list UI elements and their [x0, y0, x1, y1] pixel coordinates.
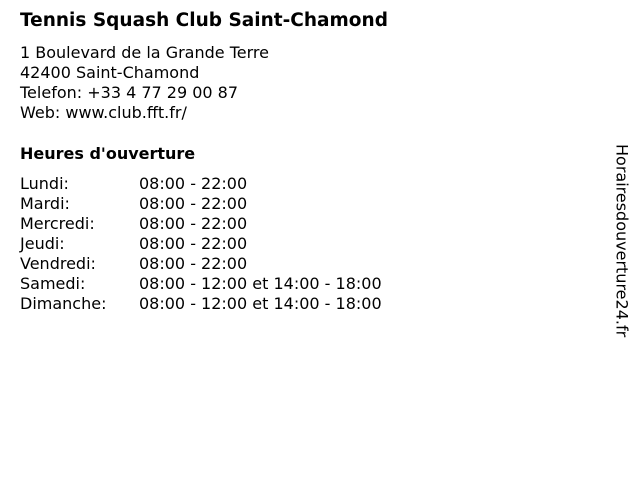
opening-hours-heading: Heures d'ouverture [20, 144, 196, 163]
watermark-text: Horairesdouverture24.fr [612, 144, 632, 338]
hours-row-friday [20, 254, 382, 274]
website-link[interactable]: Web: www.club.fft.fr/ [20, 103, 187, 122]
address-line-city: 42400 Saint-Chamond [20, 63, 200, 82]
club-contact-info [20, 43, 269, 123]
hours-row-wednesday [20, 214, 382, 234]
day-label: Mercredi: [20, 214, 95, 233]
site-watermark [602, 135, 640, 347]
address-line-street: 1 Boulevard de la Grande Terre [20, 43, 269, 62]
time-range: 08:00 - 12:00 et 14:00 - 18:00 [139, 274, 382, 293]
day-label: Samedi: [20, 274, 86, 293]
hours-row-monday [20, 174, 382, 194]
day-label: Vendredi: [20, 254, 96, 273]
hours-row-tuesday [20, 194, 382, 214]
phone-number: Telefon: +33 4 77 29 00 87 [20, 83, 239, 102]
hours-row-saturday [20, 274, 382, 294]
time-range: 08:00 - 22:00 [139, 234, 248, 253]
time-range: 08:00 - 22:00 [139, 254, 248, 273]
day-label: Mardi: [20, 194, 70, 213]
time-range: 08:00 - 22:00 [139, 174, 248, 193]
day-label: Jeudi: [20, 234, 65, 253]
day-label: Lundi: [20, 174, 69, 193]
hours-row-thursday [20, 234, 382, 254]
time-range: 08:00 - 22:00 [139, 214, 248, 233]
time-range: 08:00 - 12:00 et 14:00 - 18:00 [139, 294, 382, 313]
opening-hours-list [20, 174, 382, 314]
hours-row-sunday [20, 294, 382, 314]
day-label: Dimanche: [20, 294, 107, 313]
time-range: 08:00 - 22:00 [139, 194, 248, 213]
club-name: Tennis Squash Club Saint-Chamond [20, 10, 388, 31]
